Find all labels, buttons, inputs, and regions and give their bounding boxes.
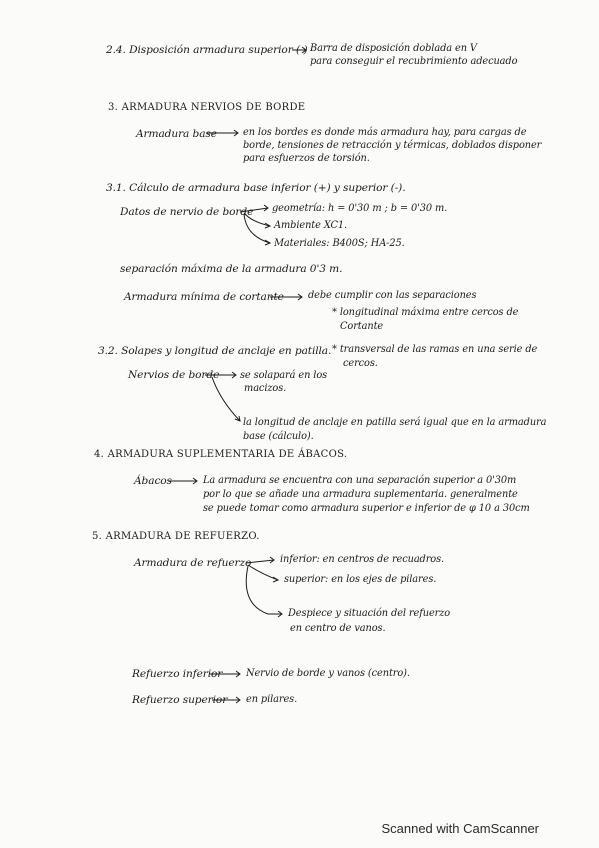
abacos-label: Ábacos (134, 475, 172, 487)
camscanner-watermark: Scanned with CamScanner (381, 821, 539, 836)
armadura-minima-label: Armadura mínima de cortante (124, 291, 284, 303)
section-2-4-text: 2.4. Disposición armadura superior (-) (106, 44, 308, 56)
solapa-text-1: se solapará en los (240, 370, 328, 381)
transversal-text-2: cercos. (343, 358, 378, 369)
armadura-base-text-2: borde, tensiones de retracción y térmicas, doblados disponer (243, 140, 542, 151)
section-2-4-note-line1: Barra de disposición doblada en V (310, 43, 477, 54)
armadura-base-label: Armadura base (136, 128, 217, 140)
section-3-2-heading: 3.2. Solapes y longitud de anclaje en patilla. (98, 345, 332, 357)
anclaje-text-1: la longitud de anclaje en patilla será igual que en la armadura (243, 417, 547, 428)
despiece-text-2: en centro de vanos. (290, 623, 386, 634)
armadura-base-text-3: para esfuerzos de torsión. (243, 153, 370, 164)
armadura-base-text-1: en los bordes es donde más armadura hay, para cargas de (243, 127, 527, 138)
refuerzo-superior-detail: en pilares. (246, 694, 298, 705)
refuerzo-superior-text: superior: en los ejes de pilares. (284, 574, 437, 585)
section-2-4-note-line2: para conseguir el recubrimiento adecuado (310, 56, 518, 67)
refuerzo-inferior-detail: Nervio de borde y vanos (centro). (246, 668, 410, 679)
longitudinal-text-2: Cortante (340, 321, 384, 332)
ambiente-text: Ambiente XC1. (274, 220, 348, 231)
section-5-heading: 5. ARMADURA DE REFUERZO. (92, 531, 260, 542)
separacion-text: separación máxima de la armadura 0'3 m. (120, 263, 343, 275)
longitudinal-text-1: * longitudinal máxima entre cercos de (332, 307, 519, 318)
refuerzo-inferior-text: inferior: en centros de recuadros. (280, 554, 445, 565)
abacos-text-2: por lo que se añade una armadura suplementaria. generalmente (203, 489, 518, 500)
refuerzo-superior-label: Refuerzo superior (132, 694, 228, 706)
nervios-borde-label: Nervios de borde (128, 369, 220, 381)
geometria-text: geometría: h = 0'30 m ; b = 0'30 m. (272, 203, 448, 214)
abacos-text-3: se puede tomar como armadura superior e inferior de φ 10 a 30cm (203, 503, 530, 514)
solapa-text-2: macizos. (244, 383, 287, 394)
despiece-text-1: Despiece y situación del refuerzo (288, 608, 451, 619)
refuerzo-inferior-label: Refuerzo inferior (132, 668, 223, 680)
armadura-refuerzo-label: Armadura de refuerzo (134, 557, 252, 569)
transversal-text-1: * transversal de las ramas en una serie de (332, 344, 538, 355)
anclaje-text-2: base (cálculo). (243, 431, 314, 442)
abacos-text-1: La armadura se encuentra con una separación superior a 0'30m (203, 475, 517, 486)
armadura-minima-text: debe cumplir con las separaciones (308, 290, 477, 301)
section-3-heading: 3. ARMADURA NERVIOS DE BORDE (108, 102, 306, 113)
section-4-heading: 4. ARMADURA SUPLEMENTARIA DE ÁBACOS. (94, 449, 348, 460)
section-3-1-heading: 3.1. Cálculo de armadura base inferior (+) y superior (-). (106, 182, 406, 194)
nervio-borde-label: Datos de nervio de borde (120, 206, 254, 218)
materiales-text: Materiales: B400S; HA-25. (274, 238, 405, 249)
